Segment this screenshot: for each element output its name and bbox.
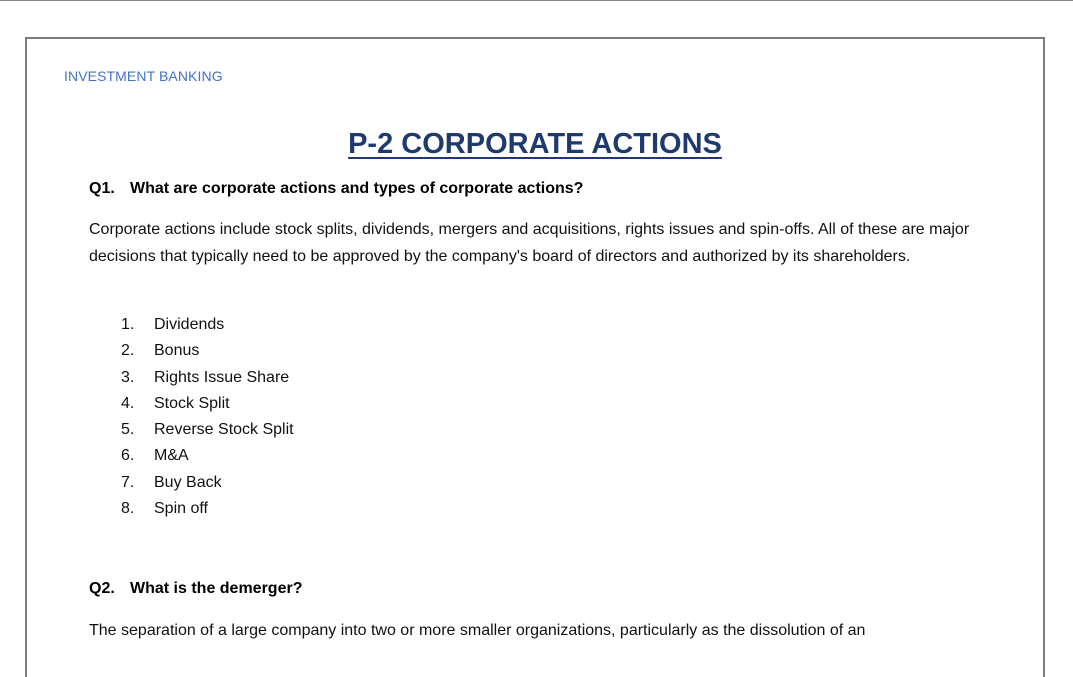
list-item: 2. Bonus xyxy=(121,342,200,360)
document-page xyxy=(25,37,1045,677)
question-1 xyxy=(89,180,583,198)
corporate-actions-list xyxy=(121,312,294,522)
question-2 xyxy=(89,580,302,598)
list-item: 5. Reverse Stock Split xyxy=(121,421,294,439)
page-title: P-2 CORPORATE ACTIONS xyxy=(348,128,722,160)
page-header: INVESTMENT BANKING xyxy=(64,68,223,84)
viewer-top-border xyxy=(0,0,1073,1)
question-1-number: Q1. xyxy=(89,180,115,197)
list-item: 8. Spin off xyxy=(121,500,208,518)
list-item: 4. Stock Split xyxy=(121,394,230,412)
question-2-number: Q2. xyxy=(89,580,115,597)
list-item: 1. Dividends xyxy=(121,316,225,333)
list-item: 3. Rights Issue Share xyxy=(121,368,290,386)
answer-1-paragraph: Corporate actions include stock splits, dividends, mergers and acquisitions, rights issues and spin-offs. All of these are major decisions that typically need to be approved by the company's board of directors and authorized by its shareholders. xyxy=(89,221,970,265)
list-item: 7. Buy Back xyxy=(121,473,222,491)
question-1-text: What are corporate actions and types of corporate actions? xyxy=(130,180,584,197)
answer-2-paragraph: The separation of a large company into two or more smaller organizations, particularly as the dissolution of an xyxy=(89,622,866,639)
list-item: 6. M&A xyxy=(121,447,189,465)
question-2-text: What is the demerger? xyxy=(130,580,303,597)
